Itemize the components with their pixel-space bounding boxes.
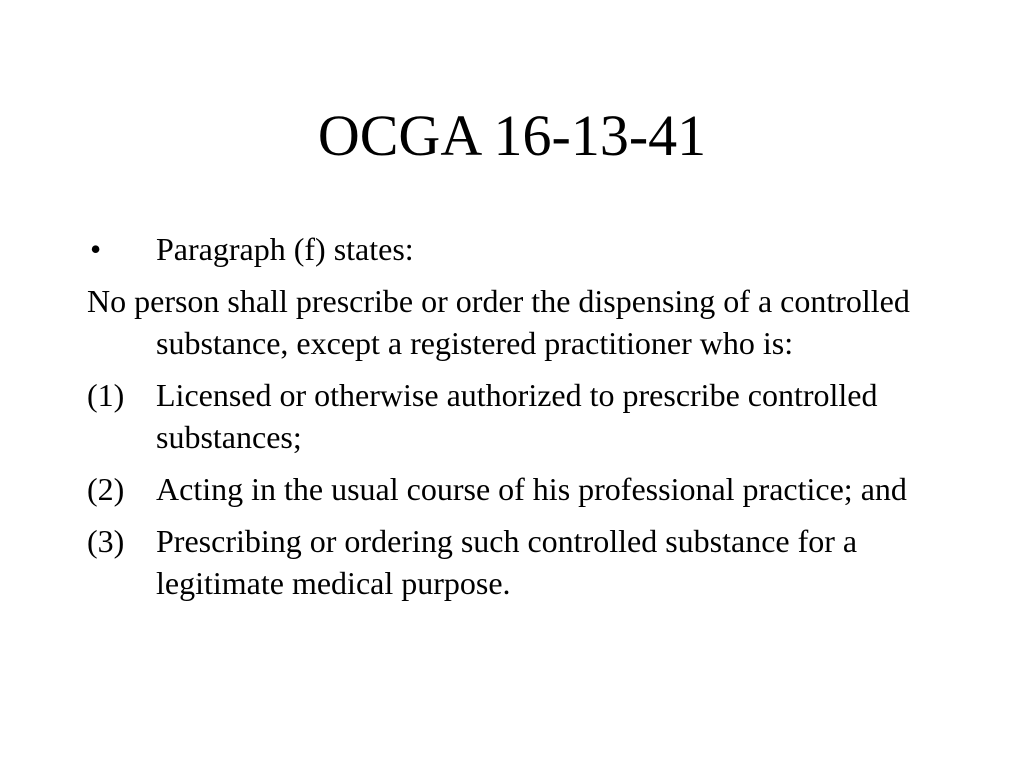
list-text: Acting in the usual course of his professional practice; and [156,471,907,507]
list-item-3 [87,520,947,604]
list-item-2 [87,468,947,510]
list-number: (2) [87,471,125,507]
list-number: (1) [87,377,125,413]
bullet-text: Paragraph (f) states: [156,231,414,267]
slide-body [87,228,947,614]
slide-title: OCGA 16-13-41 [317,103,707,168]
intro-paragraph: No person shall prescribe or order the dispensing of a controlled substance, except a registered practitioner who is: [87,283,910,361]
list-number: (3) [87,523,125,559]
bullet-icon: • [90,231,102,267]
list-text: Licensed or otherwise authorized to prescribe controlled substances; [156,377,878,455]
bullet-item [87,228,947,270]
list-text: Prescribing or ordering such controlled substance for a legitimate medical purpose. [156,523,858,601]
list-item-1 [87,374,947,458]
